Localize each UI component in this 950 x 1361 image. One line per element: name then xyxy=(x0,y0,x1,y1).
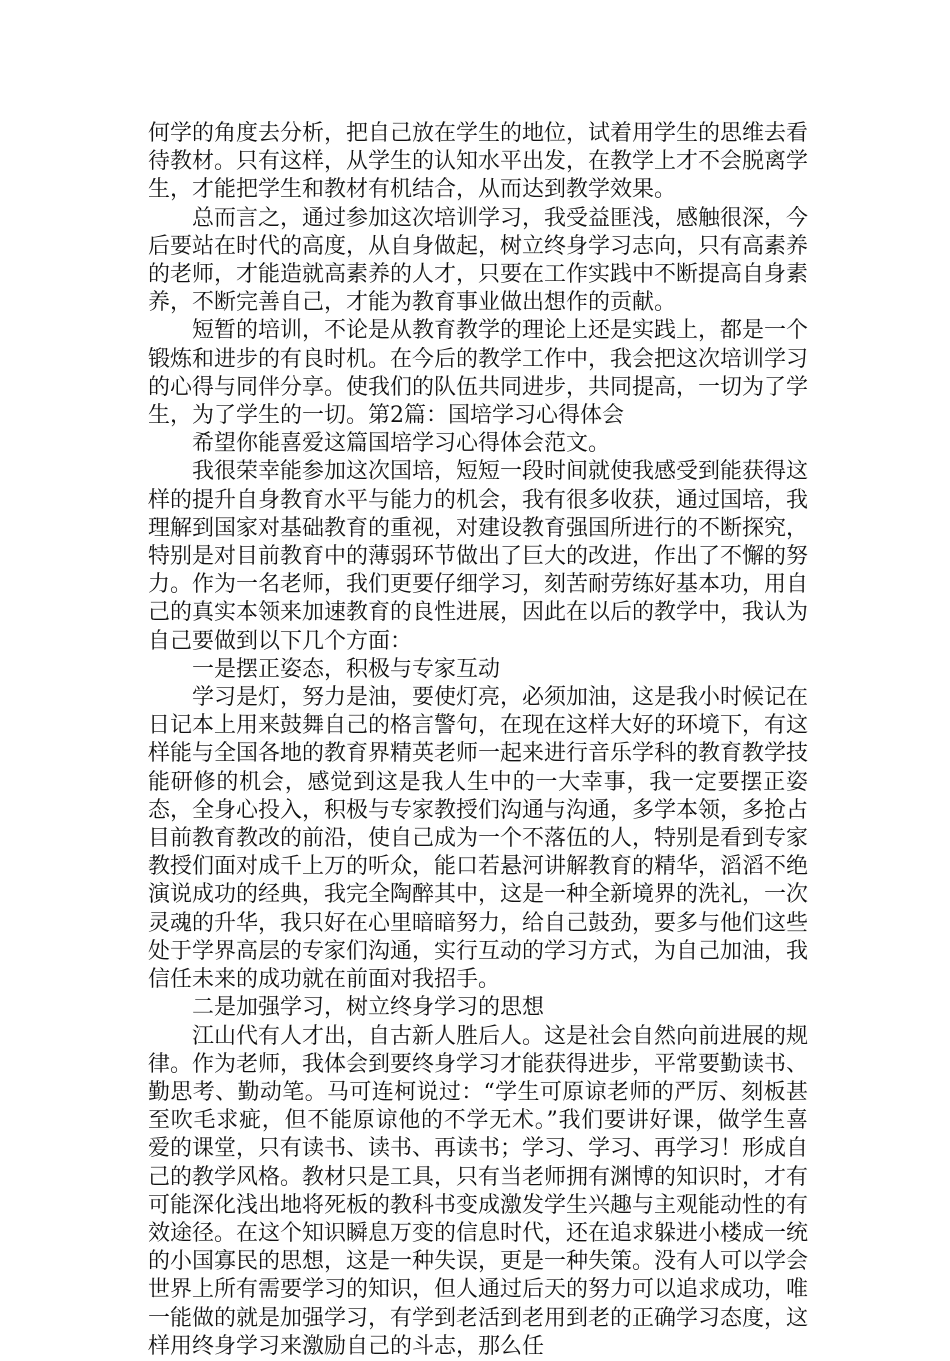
paragraph-3 xyxy=(148,317,808,430)
paragraph-9: 江山代有人才出，自古新人胜后人。这是社会自然向前进展的规律。作为老师，我体会到要终身学习才能获得进步，平常要勤读书、勤思考、勤动笔。马可连柯说过：“学生可原谅老师的严厉、刻板甚至吹毛求疵，但不能原谅他的不学无术。”我们要讲好课，做学生喜爱的课堂，只有读书、读书、再读书；学习、学习、再学习！形成自己的教学风格。教材只是工具，只有当老师拥有渊博的知识时，才有可能深化浅出地将死板的教科书变成激发学生兴趣与主观能动性的有效途径。在这个知识瞬息万变的信息时代，还在追求躲进小楼成一统的小国寡民的思想，这是一种失误，更是一种失策。没有人可以学会世界上所有需要学习的知识，但人通过后天的努力可以追求成功，唯一能做的就是加强学习，有学到老活到老用到老的正确学习态度，这样用终身学习来激励自己的斗志，那么任 xyxy=(148,1023,809,1359)
document-body xyxy=(148,120,808,1361)
paragraph-4: 希望你能喜爱这篇国培学习心得体会范文。 xyxy=(192,431,611,457)
section-heading-1: 一是摆正姿态，积极与专家互动 xyxy=(192,656,501,682)
paragraph-5: 我很荣幸能参加这次国培，短短一段时间就使我感受到能获得这样的提升自身教育水平与能力的机会，我有很多收获，通过国培，我理解到国家对基础教育的重视，对建设教育强国所进行的不断探究，特别是对目前教育中的薄弱环节做出了巨大的改进，作出了不懈的努力。作为一名老师，我们更要仔细学习，刻苦耐劳练好基本功，用自己的真实本领来加速教育的良性进展，因此在以后的教学中，我认为自己要做到以下几个方面： xyxy=(148,459,809,654)
paragraph-7: 学习是灯，努力是油，要使灯亮，必须加油，这是我小时候记在日记本上用来鼓舞自己的格言警句，在现在这样大好的环境下，有这样能与全国各地的教育界精英老师一起来进行音乐学科的教育教学技能研修的机会，感觉到这是我人生中的一大幸事，我一定要摆正姿态，全身心投入，积极与专家教授们沟通与沟通，多学本领，多抢占目前教育教改的前沿，使自己成为一个不落伍的人，特别是看到专家教授们面对成千上万的听众，能口若悬河讲解教育的精华，滔滔不绝演说成功的经典，我完全陶醉其中，这是一种全新境界的洗礼，一次灵魂的升华，我只好在心里暗暗努力，给自己鼓劲，要多与他们这些处于学界高层的专家们沟通，实行互动的学习方式，为自己加油，我信任未来的成功就在前面对我招手。 xyxy=(148,685,809,993)
paragraph-1: 何学的角度去分析，把自己放在学生的地位，试着用学生的思维去看待教材。只有这样，从学生的认知水平出发，在教学上才不会脱离学生，才能把学生和教材有机结合，从而达到教学效果。 xyxy=(148,121,809,203)
paragraph-3-text: 短暂的培训，不论是从教育教学的理论上还是实践上，都是一个锻炼和进步的有良时机。在今后的教学工作中，我会把这次培训学习的心得与同伴分享。使我们的队伍共同进步，共同提高，一切为了学生，为了学生的一切。 xyxy=(148,318,809,429)
section-heading-2: 二是加强学习，树立终身学习的思想 xyxy=(192,995,545,1021)
paragraph-2: 总而言之，通过参加这次培训学习，我受益匪浅，感触很深，今后要站在时代的高度，从自身做起，树立终身学习志向，只有高素养的老师，才能造就高素养的人才，只要在工作实践中不断提高自身素养，不断完善自己，才能为教育事业做出想作的贡献。 xyxy=(148,205,809,316)
article-2-title: 第2篇：国培学习心得体会 xyxy=(368,403,625,429)
